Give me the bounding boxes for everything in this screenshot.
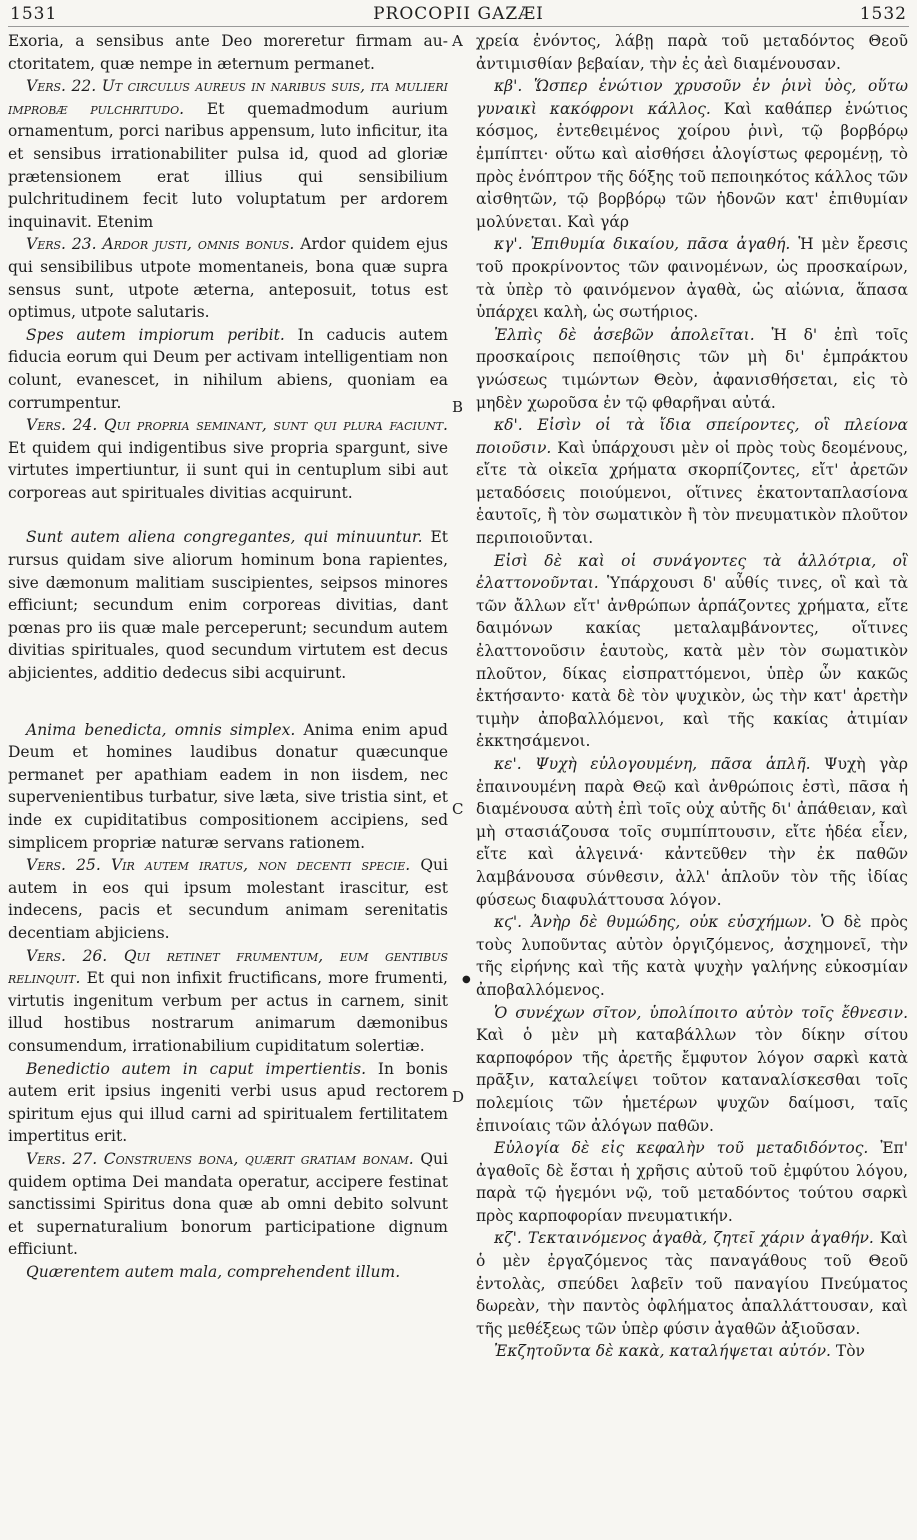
- latin-paragraph: Vers. 23. Ardor justi, omnis bonus. Ardor quidem ejus qui sensibilibus utpote momentaneis, bona quæ supra sensus sunt, utpote æterna, anteposuit, totus est optimus, utpote salutaris.: [8, 235, 448, 322]
- greek-paragraph: κγ'. Ἐπιθυμία δικαίου, πᾶσα ἀγαθή. Ἡ μὲν ἔρεσις τοῦ προκρίνοντος τῶν φαινομένων, ὡς προσκαίρων, τὰ ὑπὲρ τὸ φαινόμενον ἀγαθὰ, ὡς αἰώνια, ἅπασα ὑπάρχει καλὴ, ὡς σωτήριος.: [476, 235, 908, 322]
- latin-paragraph: Spes autem impiorum peribit. In caducis autem fiducia eorum qui Deum per activam intelligentiam non colunt, evanescet, in nihilum abiens, quoniam ea corrumpentur.: [8, 325, 448, 412]
- section-marker-c: C: [452, 800, 464, 818]
- greek-paragraph: Ἐλπὶς δὲ ἀσεβῶν ἀπολεῖται. Ἡ δ' ἐπὶ τοῖς προσκαίροις πεποίθησις τῶν μὴ δι' ἐμπράκτου γνώσεως τιμώντων Θεὸν, ἀφανισθήσεται, εἰς τὸ μηδὲν χωροῦσα ἐν τῷ φθαρῆναι αὐτά.: [476, 325, 908, 412]
- greek-paragraph: κε'. Ψυχὴ εὐλογουμένη, πᾶσα ἁπλῆ. Ψυχὴ γὰρ ἐπαινουμένη παρὰ Θεῷ καὶ ἀνθρώποις ἐστὶ, πᾶσα ἡ διαμένουσα αὐτὴ ἐπὶ τοῖς οὐχ αὐτῆς δι' ἀπάθειαν, καὶ μὴ στασιάζουσα τοῖς συμπίπτουσιν, εἴτε ἡδέα εἶεν, εἴτε καὶ ἀλγεινά· κἀντεῦθεν τὴν ἐκ παθῶν λαμβάνουσα σύνθεσιν, ἀλλ' ἁπλοῦν τὸν τῆς ἰδίας φύσεως διαφυλάττουσα λόγον.: [476, 755, 908, 909]
- greek-paragraph: Εὐλογία δὲ εἰς κεφαλὴν τοῦ μεταδιδόντος. Ἐπ' ἀγαθοῖς δὲ ἔσται ἡ χρῆσις αὐτοῦ τοῦ ἐμφύτου λόγου, παρὰ τῷ ἡγεμόνι νῷ, τοῦ μεταδόντος τούτου σαρκὶ πρὸς καρποφορίαν πνευματικήν.: [476, 1139, 908, 1225]
- latin-paragraph: Vers. 27. Construens bona, quærit gratiam bonam. Qui quidem optima Dei mandata operatur, accipere festinat sanctissimi Spiritus dona quæ ab omni debito solvunt et supernaturalium bonorum participatione dignum efficiunt.: [8, 1149, 448, 1259]
- latin-paragraph: Vers. 24. Qui propria seminant, sunt qui plura faciunt. Et quidem qui indigentibus sive propria spargunt, sive virtutes impertiuntur, ii sunt qui in centuplum sibi aut corporeas aut spirituales divitias acquirunt.: [8, 416, 448, 502]
- latin-paragraph: Vers. 25. Vir autem iratus, non decenti specie. Qui autem in eos qui ipsum molestant irascitur, est indecens, pacis et secundum animam serenitatis decentiam abjiciens.: [8, 856, 448, 942]
- latin-paragraph: Exoria, a sensibus ante Deo moreretur firmam au- ctoritatem, quæ nempe in æternum permanet.: [8, 32, 448, 73]
- margin-dot: ●: [462, 974, 471, 985]
- greek-paragraph: χρεία ἐνόντος, λάβῃ παρὰ τοῦ μεταδόντος Θεοῦ ἀντιμισθίαν βεβαίαν, τὴν ἐς ἀεὶ διαμένουσαν.: [476, 32, 908, 73]
- greek-paragraph: Ὁ συνέχων σῖτον, ὑπολίποιτο αὐτὸν τοῖς ἔθνεσιν. Καὶ ὁ μὲν μὴ καταβάλλων τὸν δίκην σίτου καρποφόρον τῆς ἀρετῆς ἔμφυτον λόγον σαρκὶ κατὰ πρᾶξιν, καταλείψει τοῦτον καταναλίσκεσθαι τοῖς πολεμίοις τῶν ἡμετέρων ψυχῶν δαίμοσι, ταῖς ἐπινοίαις τῶν ἀλόγων παθῶν.: [476, 1003, 908, 1135]
- latin-paragraph: Anima benedicta, omnis simplex. Anima enim apud Deum et homines laudibus donatur quæcunque permanet per apathiam eadem in non iisdem, nec supervenientibus turbatur, sive læta, sive tristia sint, et inde ex cupiditatibus compositionem accipiens, sed simplicem propriæ naturæ servans rationem.: [8, 720, 448, 852]
- greek-paragraph: Εἰσὶ δὲ καὶ οἱ συνάγοντες τὰ ἀλλότρια, οἳ ἐλαττονοῦνται. Ὑπάρχουσι δ' αὖθίς τινες, οἳ καὶ τὰ τῶν ἄλλων εἴτ' ἀνθρώπων ἁρπάζοντες χρήματα, εἴτε δαιμόνων κακίας μεταλαμβάνοντες, οἵτινες ἐλαττονοῦσιν ἑαυτοὺς, κατὰ μὲν τὸν σωματικὸν πλοῦτον, δίκας εἰσπραττόμενοι, ὑπὲρ ὧν κακῶς ἐκτήσαντο· κατὰ δὲ τὸν ψυχικὸν, ὡς τὴν κατ' ἀρετὴν τιμὴν ἀποβαλλόμενοι, καὶ τῆς κακίας ἀτιμίαν ἐκκτησάμενοι.: [476, 551, 908, 751]
- greek-paragraph: κϛ'. Ἀνὴρ δὲ θυμώδης, οὐκ εὐσχήμων. Ὁ δὲ πρὸς τοὺς λυποῦντας αὐτὸν ὀργιζόμενος, ἀσχημονεῖ, τὴν τῆς εἰρήνης καὶ τῆς κατὰ ψυχὴν γαλήνης εὐκοσμίαν ἀποβαλλόμενος.: [476, 913, 908, 999]
- latin-paragraph: Benedictio autem in caput impertientis. In bonis autem erit ipsius ingeniti verbi usus apud rectorem spiritum ejus qui illud carni ad spiritualem fertilitatem impertitus erit.: [8, 1059, 448, 1146]
- latin-paragraph: Vers. 22. Ut circulus aureus in naribus suis, ita mulieri improbæ pulchritudo. Et quemadmodum aurium ornamentum, porci naribus appensum, luto inficitur, ita et sensibus irrationabiliter pulsa id, quod ad gloriæ prætensionem erat illius qui sensibilium pulchritudinem fecit luto voluptatum per ardorem inquinavit. Etenim: [8, 77, 448, 231]
- page-number-left: 1531: [10, 4, 58, 24]
- greek-paragraph: κδ'. Εἰσὶν οἱ τὰ ἴδια σπείροντες, οἳ πλείονα ποιοῦσιν. Καὶ ὑπάρχουσι μὲν οἱ πρὸς τοὺς δεομένους, εἴτε τὰ οἰκεῖα χρήματα σκορπίζοντες, εἴτ' ἀρετῶν μεταδόσεις ποιούμενοι, οἵτινες ἑκατονταπλασίονα ἑαυτοῖς, ἢ τὸν σωματικὸν ἢ τὸν πνευματικὸν πλοῦτον περιποιοῦνται.: [476, 416, 908, 548]
- page-header: [8, 4, 909, 27]
- latin-column: [8, 30, 448, 1540]
- section-marker-d: D: [452, 1088, 465, 1106]
- greek-paragraph: Ἐκζητοῦντα δὲ κακὰ, καταλήψεται αὐτόν. Τὸν: [494, 1342, 865, 1361]
- greek-paragraph: κβ'. Ὥσπερ ἐνώτιον χρυσοῦν ἐν ῥινὶ ὑὸς, οὕτω γυναικὶ κακόφρονι κάλλος. Καὶ καθάπερ ἐνώτιος κόσμος, ἐντεθειμένος χοίρου ῥινὶ, τῷ βορβόρῳ ἐμπίπτει· οὕτω καὶ αἰσθήσει ἀλογίστως φερομένῃ, τὸ πρὸς ἐνόπτρον τῆς δόξης τοῦ πεποιηκότος κάλλος τῶν αἰσθητῶν, τῷ βορβόρῳ τῶν ἡδονῶν κατ' ἐπιθυμίαν μολύνεται. Καὶ γάρ: [476, 77, 908, 231]
- latin-paragraph: Sunt autem aliena congregantes, qui minuuntur. Et rursus quidam sive aliorum hominum bona rapientes, sive dæmonum malitiam suscipientes, seipsos minores efficiunt; secundum enim corporeas divitias, dant pœnas pro iis quæ male perceperunt; secundum autem divitias spirituales, quod secundum virtutem est decus abjicientes, additio dedecus sibi acquirunt.: [8, 528, 448, 683]
- greek-column: [476, 30, 908, 1540]
- section-marker-a: A: [452, 32, 463, 50]
- running-title: PROCOPII GAZÆI: [373, 4, 544, 24]
- page-number-right: 1532: [859, 4, 907, 24]
- latin-paragraph: Quærentem autem mala, comprehendent illum.: [26, 1262, 401, 1281]
- section-marker-b: B: [452, 398, 464, 416]
- latin-paragraph: Vers. 26. Qui retinet frumentum, eum gentibus relinquit. Et qui non infixit fructificans, more frumenti, virtutis ingenitum verbum per actus in carnem, sinit illud hostibus nostrarum animarum dæmonibus consumendum, irrationabilium cupiditatum solertiæ.: [8, 946, 448, 1055]
- greek-paragraph: κζ'. Τεκταινόμενος ἀγαθὰ, ζητεῖ χάριν ἀγαθήν. Καὶ ὁ μὲν ἐργαζόμενος τὰς παναγάθους τοῦ Θεοῦ ἐντολὰς, σπεύδει λαβεῖν τοῦ παναγίου Πνεύματος δωρεὰν, τὴν παντὸς ὀφλήματος ἀπαλλάττουσαν, καὶ τῆς μεθέξεως τῶν ὑπὲρ φύσιν ἀγαθῶν ἀξιοῦσαν.: [476, 1229, 908, 1338]
